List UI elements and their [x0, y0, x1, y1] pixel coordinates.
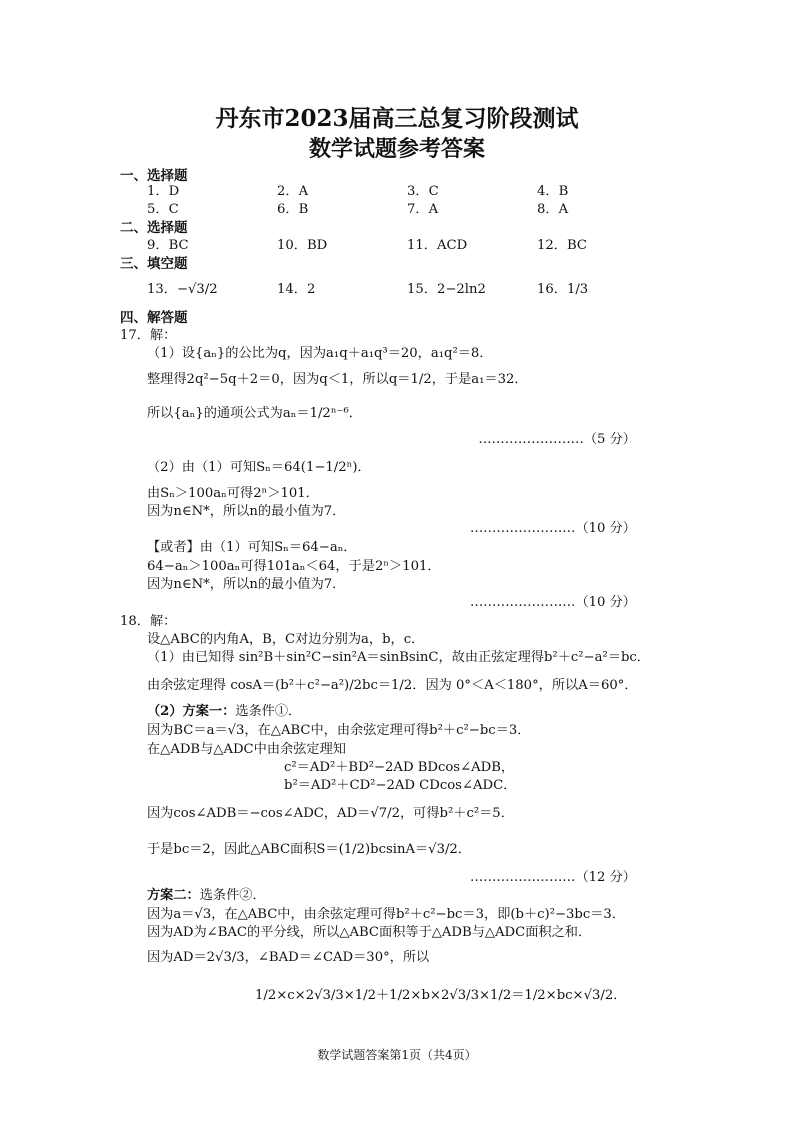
q18-formula: c²＝AD²＋BD²−2AD BDcos∠ADB， — [284, 760, 515, 775]
q17-line: （2）由（1）可知Sₙ＝64(1−1/2ⁿ)． — [147, 460, 371, 475]
q17-line: 因为n∈N*，所以n的最小值为7． — [147, 577, 346, 592]
section-choice-2: 二、选择题 — [120, 220, 188, 236]
q17-score: ……………………（5 分） — [478, 432, 636, 447]
q18-line: 在△ADB与△ADC中由余弦定理知 — [147, 742, 346, 757]
method-text: 选条件①． — [235, 704, 302, 719]
answer-11: 11．ACD — [407, 238, 468, 253]
q18-line: （1）由已知得 sin²B＋sin²C−sin²A＝sinBsinC，故由正弦定理得b²＋c²−a²＝bc． — [147, 650, 650, 665]
q17-score: ……………………（10 分） — [469, 521, 636, 536]
answer-12: 12．BC — [537, 238, 587, 253]
section-solutions: 四、解答题 — [120, 310, 188, 326]
q18-line — [147, 884, 266, 903]
answer-15: 15．2−2ln2 — [407, 282, 486, 297]
page-footer: 数学试题答案第1页（共4页） — [317, 1048, 477, 1062]
q17-line: 所以{aₙ}的通项公式为aₙ＝1/2ⁿ⁻⁶． — [147, 406, 362, 421]
answer-10: 10．BD — [277, 238, 328, 253]
method-label: （2）方案一： — [147, 704, 236, 719]
answer-3: 3．C — [407, 184, 439, 199]
answer-6: 6．B — [277, 202, 309, 217]
q18-line: 于是bc＝2，因此△ABC面积S＝(1/2)bcsinA＝√3/2． — [147, 842, 471, 857]
q17-line: （1）设{aₙ}的公比为q，因为a₁q＋a₁q³＝20，a₁q²＝8． — [147, 346, 493, 361]
q18-line: 设△ABC的内角A，B，C对边分别为a，b，c． — [147, 632, 425, 647]
section-choice-1: 一、选择题 — [120, 168, 188, 184]
q17-score: ……………………（10 分） — [469, 595, 636, 610]
answer-8: 8．A — [537, 202, 569, 217]
q17-line: 整理得2q²−5q＋2＝0，因为q＜1，所以q＝1/2，于是a₁＝32． — [147, 372, 528, 387]
answer-9: 9．BC — [147, 238, 189, 253]
answer-5: 5．C — [147, 202, 179, 217]
section-fill: 三、填空题 — [120, 256, 188, 272]
q18-line: 因为a＝√3，在△ABC中，由余弦定理可得b²＋c²−bc＝3，即(b＋c)²−3bc＝3． — [147, 907, 626, 922]
q17-line: 由Sₙ＞100aₙ可得2ⁿ＞101． — [147, 486, 319, 501]
q18-formula: b²＝AD²＋CD²−2AD CDcos∠ADC． — [284, 778, 517, 793]
q17-line: 【或者】由（1）可知Sₙ＝64−aₙ． — [147, 540, 357, 555]
q18-head: 18．解： — [120, 614, 177, 629]
method-text: 选条件②． — [199, 888, 266, 903]
q18-line: 由余弦定理得 cosA＝(b²＋c²−a²)/2bc＝1/2．因为 0°＜A＜180°，所以A＝60°． — [147, 678, 638, 693]
answer-13: 13．−√3/2 — [147, 282, 218, 297]
q17-head: 17．解： — [120, 328, 177, 343]
q18-score: ……………………（12 分） — [469, 870, 636, 885]
q18-line — [147, 700, 301, 719]
answer-14: 14．2 — [277, 282, 316, 297]
answer-1: 1．D — [147, 184, 180, 199]
q18-line: 因为BC＝a＝√3，在△ABC中，由余弦定理可得b²＋c²−bc＝3． — [147, 723, 531, 738]
q18-line: 因为AD＝2√3/3，∠BAD＝∠CAD＝30°，所以 — [147, 950, 430, 965]
page-subtitle: 数学试题参考答案 — [308, 136, 485, 162]
method-label: 方案二： — [147, 888, 200, 903]
page-title: 丹东市2023届高三总复习阶段测试 — [215, 105, 579, 132]
q18-line: 因为AD为∠BAC的平分线，所以△ABC面积等于△ADB与△ADC面积之和． — [147, 925, 592, 940]
q18-line: 因为cos∠ADB＝−cos∠ADC，AD＝√7/2，可得b²＋c²＝5． — [147, 806, 514, 821]
answer-16: 16．1/3 — [537, 282, 589, 297]
answer-2: 2．A — [277, 184, 309, 199]
answer-4: 4．B — [537, 184, 569, 199]
answer-7: 7．A — [407, 202, 439, 217]
q18-formula: 1/2×c×2√3/3×1/2＋1/2×b×2√3/3×1/2＝1/2×bc×√3/2． — [255, 988, 627, 1003]
q17-line: 因为n∈N*，所以n的最小值为7． — [147, 504, 346, 519]
q17-line: 64−aₙ＞100aₙ可得101aₙ＜64，于是2ⁿ＞101． — [147, 559, 441, 574]
